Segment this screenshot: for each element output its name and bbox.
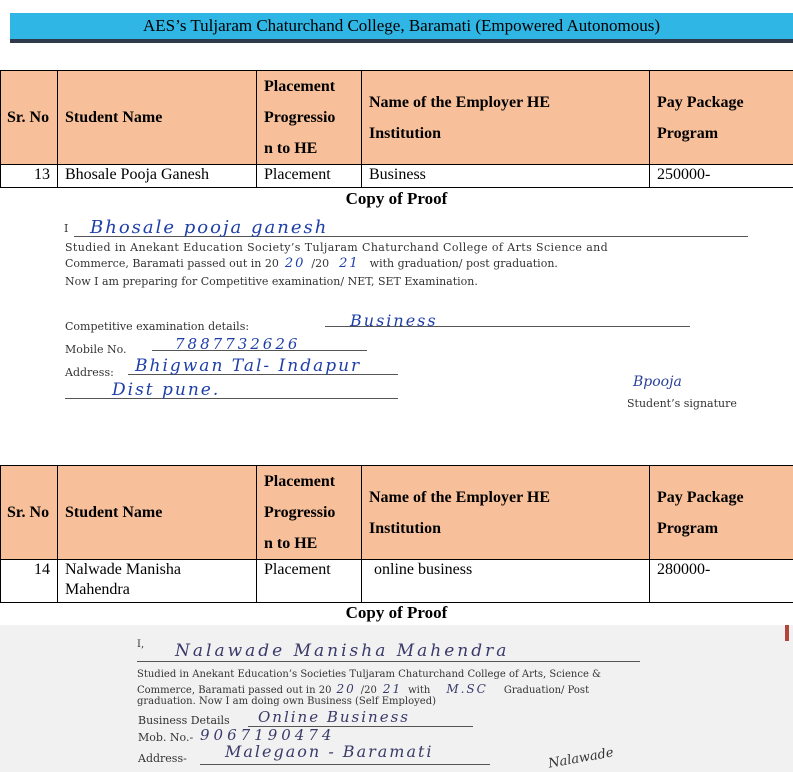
proof-title-1: Copy of Proof (345, 189, 448, 208)
proof2-business-value: Online Business (258, 708, 410, 726)
proof2-handwritten-name: Nalawade Manisha Mahendra (175, 641, 510, 661)
proof2-address-label: Address- (138, 752, 187, 765)
proof-document-2 (0, 625, 793, 772)
proof2-studied-line: Studied in Anekant Education’s Societies Tuljaram Chaturchand College of Arts, Science & (137, 669, 601, 680)
proof1-signature-caption: Student’s signature (627, 397, 737, 410)
proof1-mobile-value: 7887732626 (175, 335, 301, 353)
header-employer-name: Name of the Employer HE Institution (362, 71, 650, 165)
placement-table-1 (0, 70, 793, 188)
proof2-passed-line: Commerce, Baramati passed out in 20 20 /20 21 with M.SC Graduation/ Post (137, 682, 590, 696)
employer-cell: Business (362, 165, 650, 188)
scan-edge-mark (785, 625, 789, 641)
college-header-bar (10, 13, 793, 43)
proof2-mobile-value: 9067190474 (200, 726, 336, 744)
student-name-cell: Bhosale Pooja Ganesh (58, 165, 257, 188)
table-row (1, 165, 793, 188)
header-pay-package: Pay Package Program (650, 71, 793, 165)
proof2-business-line: graduation. Now I am doing own Business (Self Employed) (137, 696, 437, 707)
header-placement-progression: Placement Progressio n to HE (257, 466, 362, 560)
student-name-cell: Nalwade Manisha Mahendra (58, 560, 257, 603)
proof1-i-label: I (64, 222, 69, 235)
header-employer-name: Name of the Employer HE Institution (362, 466, 650, 560)
table-row (1, 560, 793, 603)
pay-package-cell: 280000- (650, 560, 793, 603)
header-sr-no: Sr. No (1, 466, 58, 560)
proof1-handwritten-name: Bhosale pooja ganesh (90, 217, 329, 238)
proof2-mobile-label: Mob. No.- (138, 731, 194, 744)
header-student-name: Student Name (58, 466, 257, 560)
placement-table-2 (0, 465, 793, 603)
proof1-competitive-label: Competitive examination details: (65, 320, 250, 333)
proof1-studied-line: Studied in Anekant Education Society’s Tuljaram Chaturchand College of Arts Science and (65, 241, 609, 254)
proof1-address-value-1: Bhigwan Tal- Indapur (135, 356, 362, 376)
proof1-preparing-line: Now I am preparing for Competitive examination/ NET, SET Examination. (65, 275, 478, 288)
proof2-i-label: I, (137, 639, 145, 650)
proof2-business-label: Business Details (138, 714, 230, 727)
college-title: AES’s Tuljaram Chaturchand College, Baramati (Empowered Autonomous) (142, 16, 660, 35)
placement-cell: Placement (257, 560, 362, 603)
proof2-address-value: Malegaon - Baramati (225, 742, 434, 761)
table-header-row (1, 71, 793, 165)
placement-cell: Placement (257, 165, 362, 188)
header-placement-progression: Placement Progressio n to HE (257, 71, 362, 165)
header-student-name: Student Name (58, 71, 257, 165)
pay-package-cell: 250000- (650, 165, 793, 188)
proof2-name-line (137, 661, 640, 662)
table-header-row (1, 466, 793, 560)
sr-no-cell: 13 (1, 165, 58, 188)
employer-cell: online business (362, 560, 650, 603)
proof1-signature: Bpooja (633, 374, 682, 390)
proof2-address-line (200, 764, 490, 765)
proof1-address-value-2: Dist pune. (112, 380, 221, 400)
sr-no-cell: 14 (1, 560, 58, 603)
proof1-competitive-value: Business (350, 311, 438, 330)
proof1-address-label: Address: (65, 366, 114, 379)
header-sr-no: Sr. No (1, 71, 58, 165)
proof1-passed-line: Commerce, Baramati passed out in 20 20 /20 21 with graduation/ post graduation. (65, 256, 558, 271)
header-pay-package: Pay Package Program (650, 466, 793, 560)
proof2-signature: Nalawade (547, 745, 615, 772)
proof1-mobile-label: Mobile No. (65, 343, 127, 356)
proof-title-2: Copy of Proof (345, 603, 448, 622)
